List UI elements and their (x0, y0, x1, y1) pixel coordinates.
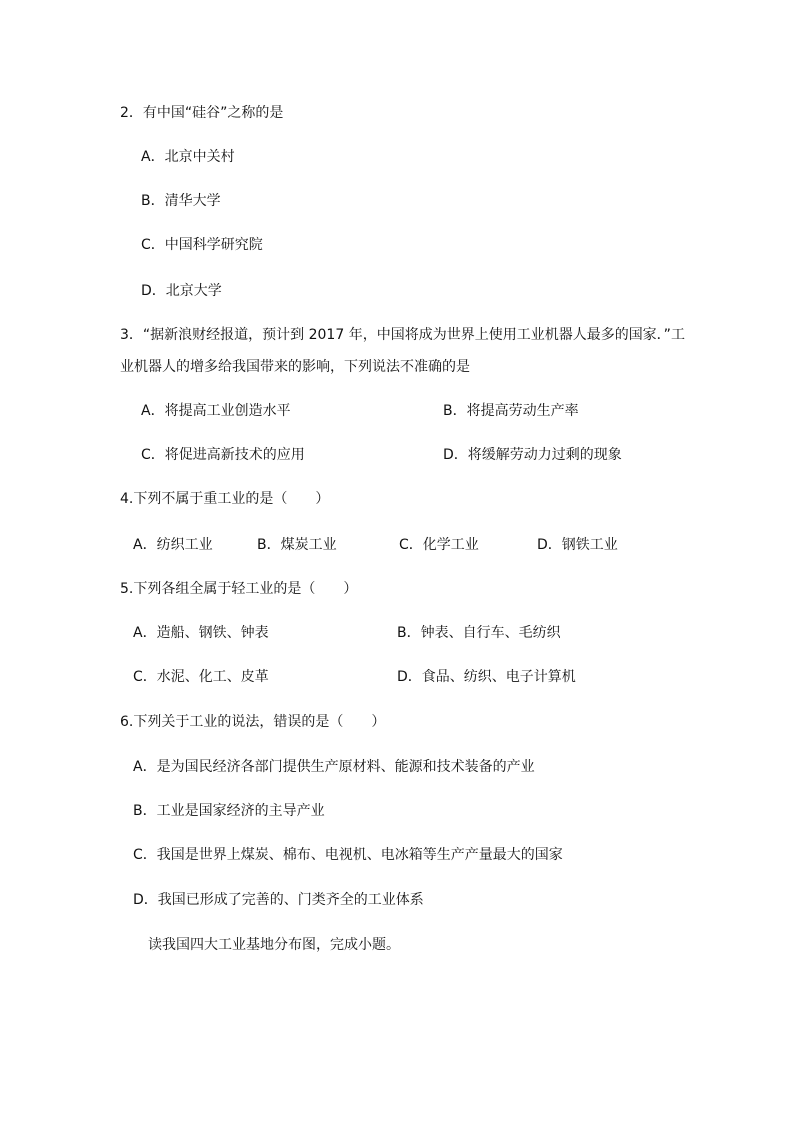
question-3-stem-line2: 业机器人的增多给我国带来的影响，下列说法不准确的是 (120, 359, 470, 375)
question-4-option-c: C．化学工业 (399, 537, 479, 553)
question-3-option-d: D．将缓解劳动力过剩的现象 (443, 447, 622, 463)
question-4-option-d: D．钢铁工业 (537, 537, 618, 553)
question-5-stem: 5.下列各组全属于轻工业的是（ ） (120, 581, 358, 597)
question-2-option-d: D．北京大学 (141, 283, 222, 299)
question-4-stem: 4.下列不属于重工业的是（ ） (120, 491, 330, 507)
question-2-option-a: A．北京中关村 (141, 149, 235, 165)
question-5-option-b: B．钟表、自行车、毛纺织 (397, 625, 561, 641)
question-2-option-c: C．中国科学研究院 (141, 237, 263, 253)
question-6-option-c: C．我国是世界上煤炭、棉布、电视机、电冰箱等生产产量最大的国家 (133, 847, 563, 863)
question-5-option-d: D．食品、纺织、电子计算机 (397, 669, 576, 685)
question-6-option-b: B．工业是国家经济的主导产业 (133, 803, 325, 819)
question-3-stem-line1: 3．“据新浪财经报道，预计到 2017 年，中国将成为世界上使用工业机器人最多的国家．”工 (120, 327, 685, 343)
question-5-option-c: C．水泥、化工、皮革 (133, 669, 269, 685)
question-2-stem: 2．有中国“硅谷”之称的是 (120, 105, 284, 121)
question-4-option-b: B．煤炭工业 (257, 537, 337, 553)
question-4-option-a: A．纺织工业 (133, 537, 213, 553)
question-6-stem: 6.下列关于工业的说法，错误的是（ ） (120, 714, 386, 730)
question-3-option-b: B．将提高劳动生产率 (443, 403, 579, 419)
map-reading-instruction: 读我国四大工业基地分布图，完成小题。 (148, 937, 400, 953)
question-6-option-a: A．是为国民经济各部门提供生产原材料、能源和技术装备的产业 (133, 759, 535, 775)
question-3-option-a: A．将提高工业创造水平 (141, 403, 291, 419)
question-2-option-b: B．清华大学 (141, 193, 221, 209)
question-6-option-d: D．我国已形成了完善的、门类齐全的工业体系 (133, 892, 424, 908)
question-5-option-a: A．造船、钢铁、钟表 (133, 625, 269, 641)
question-3-option-c: C．将促进高新技术的应用 (141, 447, 305, 463)
